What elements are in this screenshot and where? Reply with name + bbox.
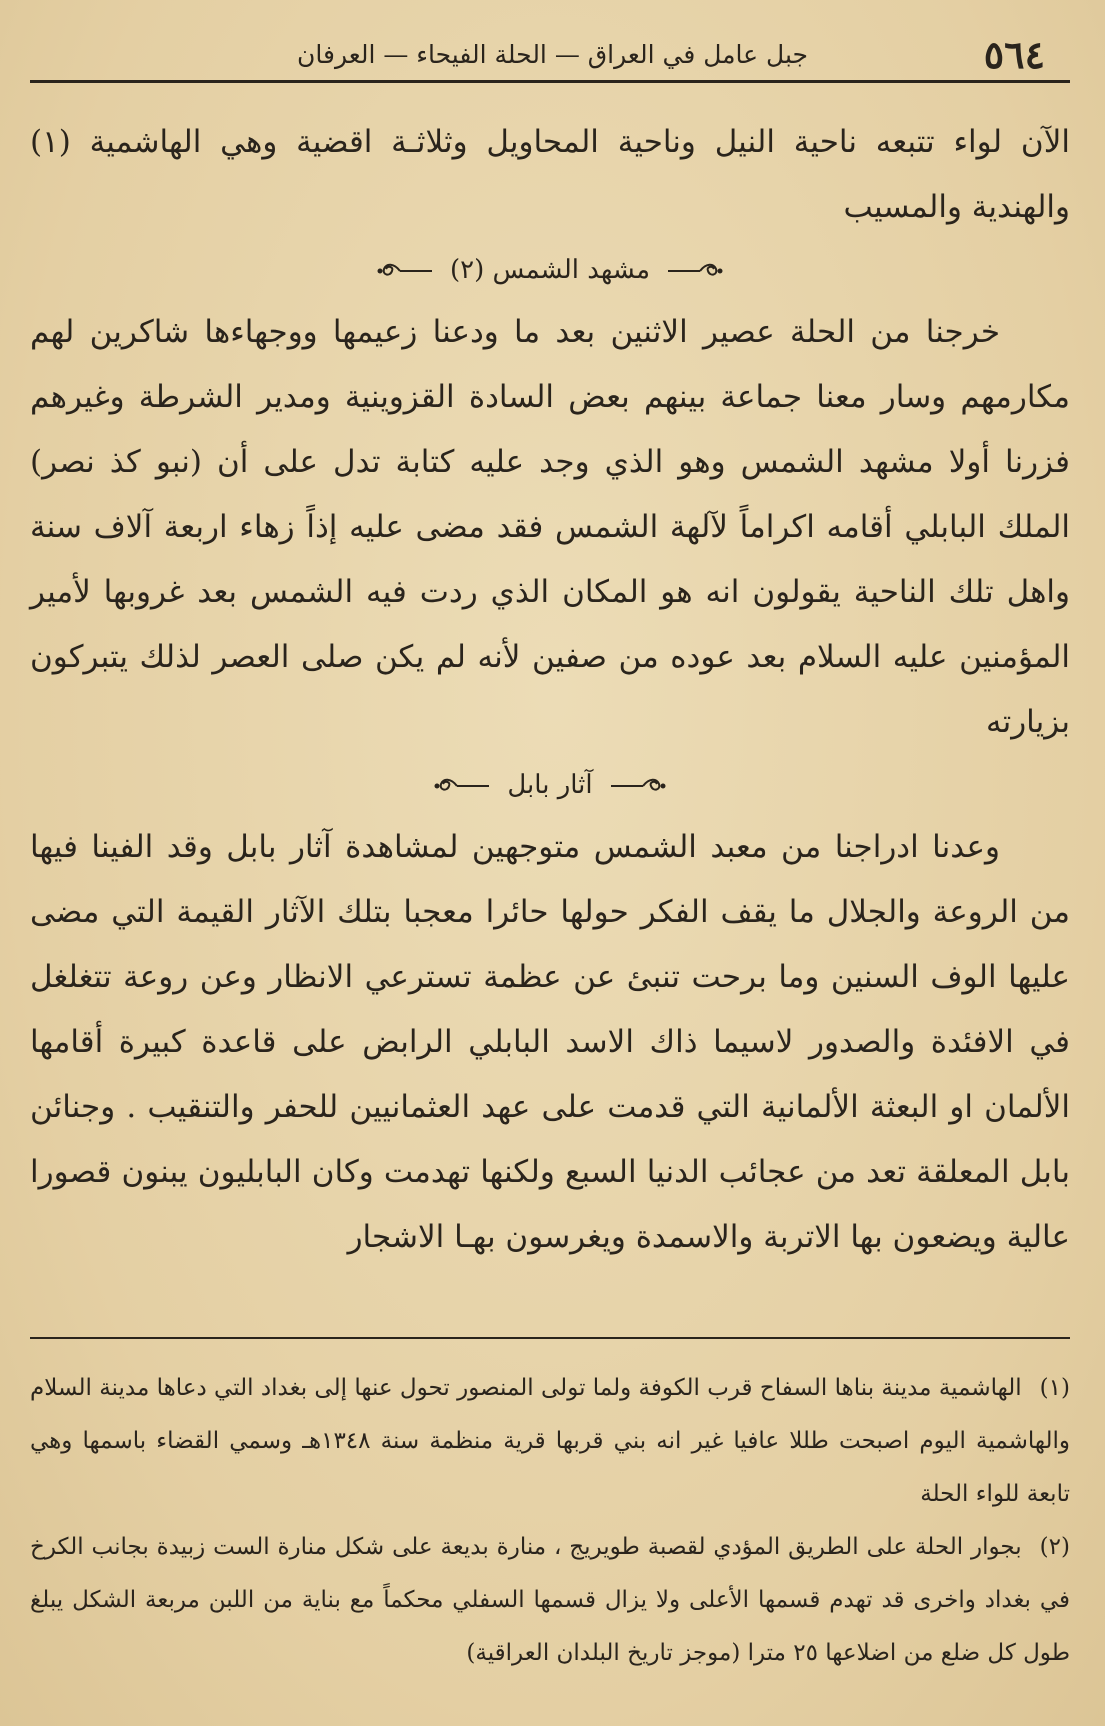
footnotes	[30, 1362, 1070, 1680]
main-text	[30, 110, 1070, 1270]
footnote-marker: (٢)	[1039, 1534, 1070, 1560]
flourish-ornament-icon	[433, 776, 491, 796]
flourish-ornament-icon	[609, 776, 667, 796]
footnote-2	[30, 1521, 1070, 1680]
paragraph-3: وعدنا ادراجنا من معبد الشمس متوجهين لمشاهدة آثار بابل وقد الفينا فيها من الروعة والجلال ما يقف الفكر حولها حائرا معجبا بتلك الآثار القيمة التي مضى عليها الوف السنين وما برحت تنبئ عن عظمة تسترعي الانظار وعن روعة تتغلغل في الافئدة والصدور لاسيما ذاك الاسد البابلي الرابض على قاعدة كبيرة أقامها الألمان او البعثة الألمانية التي قدمت على عهد العثمانيين للحفر والتنقيب . وجنائن بابل المعلقة تعد من عجائب الدنيا السبع ولكنها تهدمت وكان البابليون يبنون قصورا عالية ويضعون بها الاتربة والاسمدة ويغرسون بهـا الاشجار	[30, 829, 1070, 1255]
footnote-text: الهاشمية مدينة بناها السفاح قرب الكوفة ولما تولى المنصور تحول عنها إلى بغداد التي دعاها مدينة السلام والهاشمية اليوم اصبحت طللا عافيا غير انه بني قربها قرية منظمة سنة ١٣٤٨هـ وسمي القضاء باسمها وهي تابعة للواء الحلة	[30, 1375, 1070, 1507]
section-heading-label: مشهد الشمس (٢)	[449, 255, 651, 285]
flourish-ornament-icon	[666, 261, 724, 281]
header-rule	[30, 80, 1070, 83]
footnote-marker: (١)	[1039, 1375, 1070, 1401]
footnote-rule	[30, 1337, 1070, 1339]
paragraph-2: خرجنا من الحلة عصير الاثنين بعد ما ودعنا زعيمها ووجهاءها شاكرين لهم مكارمهم وسار معنا جماعة بينهم بعض السادة القزوينية ومدير الشرطة وغيرهم فزرنا أولا مشهد الشمس وهو الذي وجد عليه كتابة تدل على أن (نبو كذ نصر) الملك البابلي أقامه اكراماً لآلهة الشمس فقد مضى عليه إذاً زهاء اربعة آلاف سنة واهل تلك الناحية يقولون انه هو المكان الذي ردت فيه الشمس بعد غروبها لأمير المؤمنين عليه السلام بعد عوده من صفين لأنه لم يكن صلى العصر لذلك يتبركون بزيارته	[30, 314, 1070, 740]
flourish-ornament-icon	[376, 261, 434, 281]
footnote-1	[30, 1362, 1070, 1521]
section-heading-babylon-ruins	[30, 755, 1070, 815]
paragraph-1: الآن لواء تتبعه ناحية النيل وناحية المحاويل وثلاثـة اقضية وهي الهاشمية (١) والهندية والمسيب	[30, 124, 1070, 225]
page-number: ٥٦٤	[983, 32, 1045, 77]
section-heading-label: آثار بابل	[507, 770, 593, 800]
page-header	[30, 28, 1075, 80]
section-heading-sun-shrine	[30, 240, 1070, 300]
footnote-text: بجوار الحلة على الطريق المؤدي لقصبة طويريج ، منارة بديعة على شكل منارة الست زبيدة بجانب الكرخ في بغداد واخرى قد تهدم قسمها الأعلى ولا يزال قسمها السفلي محكماً مع بناية من اللبن مربعة الشكل يبلغ طول كل ضلع من اضلاعها ٢٥ مترا (موجز تاريخ البلدان العراقية)	[30, 1534, 1070, 1666]
running-title: جبل عامل في العراق — الحلة الفيحاء — العرفان	[297, 40, 808, 69]
